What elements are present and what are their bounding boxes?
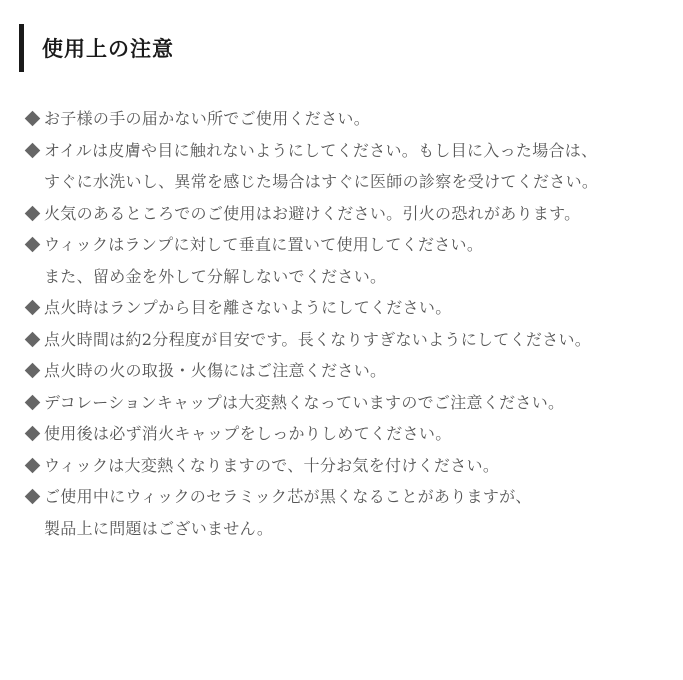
caution-item-text: デコレーションキャップは大変熱くなっていますのでご注意ください。	[44, 392, 565, 412]
caution-item	[24, 292, 674, 324]
caution-list	[24, 103, 674, 544]
caution-item	[24, 324, 674, 356]
diamond-bullet-icon	[25, 111, 41, 127]
caution-item-text: 使用後は必ず消火キャップをしっかりしめてください。	[44, 424, 452, 443]
diamond-bullet-icon	[25, 300, 41, 316]
diamond-bullet-icon	[25, 363, 41, 379]
caution-item-text: ウィックはランプに対して垂直に置いて使用してください。	[44, 235, 484, 254]
caution-item-text: 火気のあるところでのご使用はお避けください。引火の恐れがあります。	[44, 203, 581, 223]
caution-item-text: また、留め金を外して分解しないでください。	[44, 266, 387, 286]
caution-item-text: ご使用中にウィックのセラミック芯が黒くなることがありますが、	[44, 487, 532, 506]
caution-item-continuation	[24, 261, 674, 293]
diamond-bullet-icon	[25, 237, 41, 253]
caution-item-text: オイルは皮膚や目に触れないようにしてください。もし目に入った場合は、	[44, 140, 598, 160]
caution-item	[24, 135, 674, 167]
caution-item	[24, 355, 674, 387]
caution-item-continuation	[24, 166, 674, 198]
caution-item	[24, 450, 674, 482]
caution-item-text: 点火時の火の取扱・火傷にはご注意ください。	[44, 361, 387, 380]
caution-item-text: 製品上に問題はございません。	[44, 518, 274, 538]
caution-item	[24, 387, 674, 419]
section-heading	[19, 24, 174, 72]
caution-item	[24, 229, 674, 261]
diamond-bullet-icon	[25, 331, 41, 347]
diamond-bullet-icon	[25, 457, 41, 473]
diamond-bullet-icon	[25, 426, 41, 442]
page-title: 使用上の注意	[42, 37, 174, 61]
heading-accent-bar	[19, 24, 24, 72]
caution-item-continuation	[24, 513, 674, 545]
diamond-bullet-icon	[25, 142, 41, 158]
diamond-bullet-icon	[25, 394, 41, 410]
caution-item-text: 点火時はランプから目を離さないようにしてください。	[44, 298, 452, 317]
caution-item-text: ウィックは大変熱くなりますので、十分お気を付けください。	[44, 455, 500, 475]
caution-item	[24, 103, 674, 135]
caution-item	[24, 418, 674, 450]
diamond-bullet-icon	[25, 489, 41, 505]
diamond-bullet-icon	[25, 205, 41, 221]
caution-item	[24, 481, 674, 513]
caution-item-text: お子様の手の届かない所でご使用ください。	[44, 109, 371, 128]
caution-item-text: すぐに水洗いし、異常を感じた場合はすぐに医師の診察を受けてください。	[44, 172, 599, 191]
caution-item	[24, 198, 674, 230]
caution-item-text: 点火時間は約2分程度が目安です。長くなりすぎないようにしてください。	[44, 329, 592, 349]
